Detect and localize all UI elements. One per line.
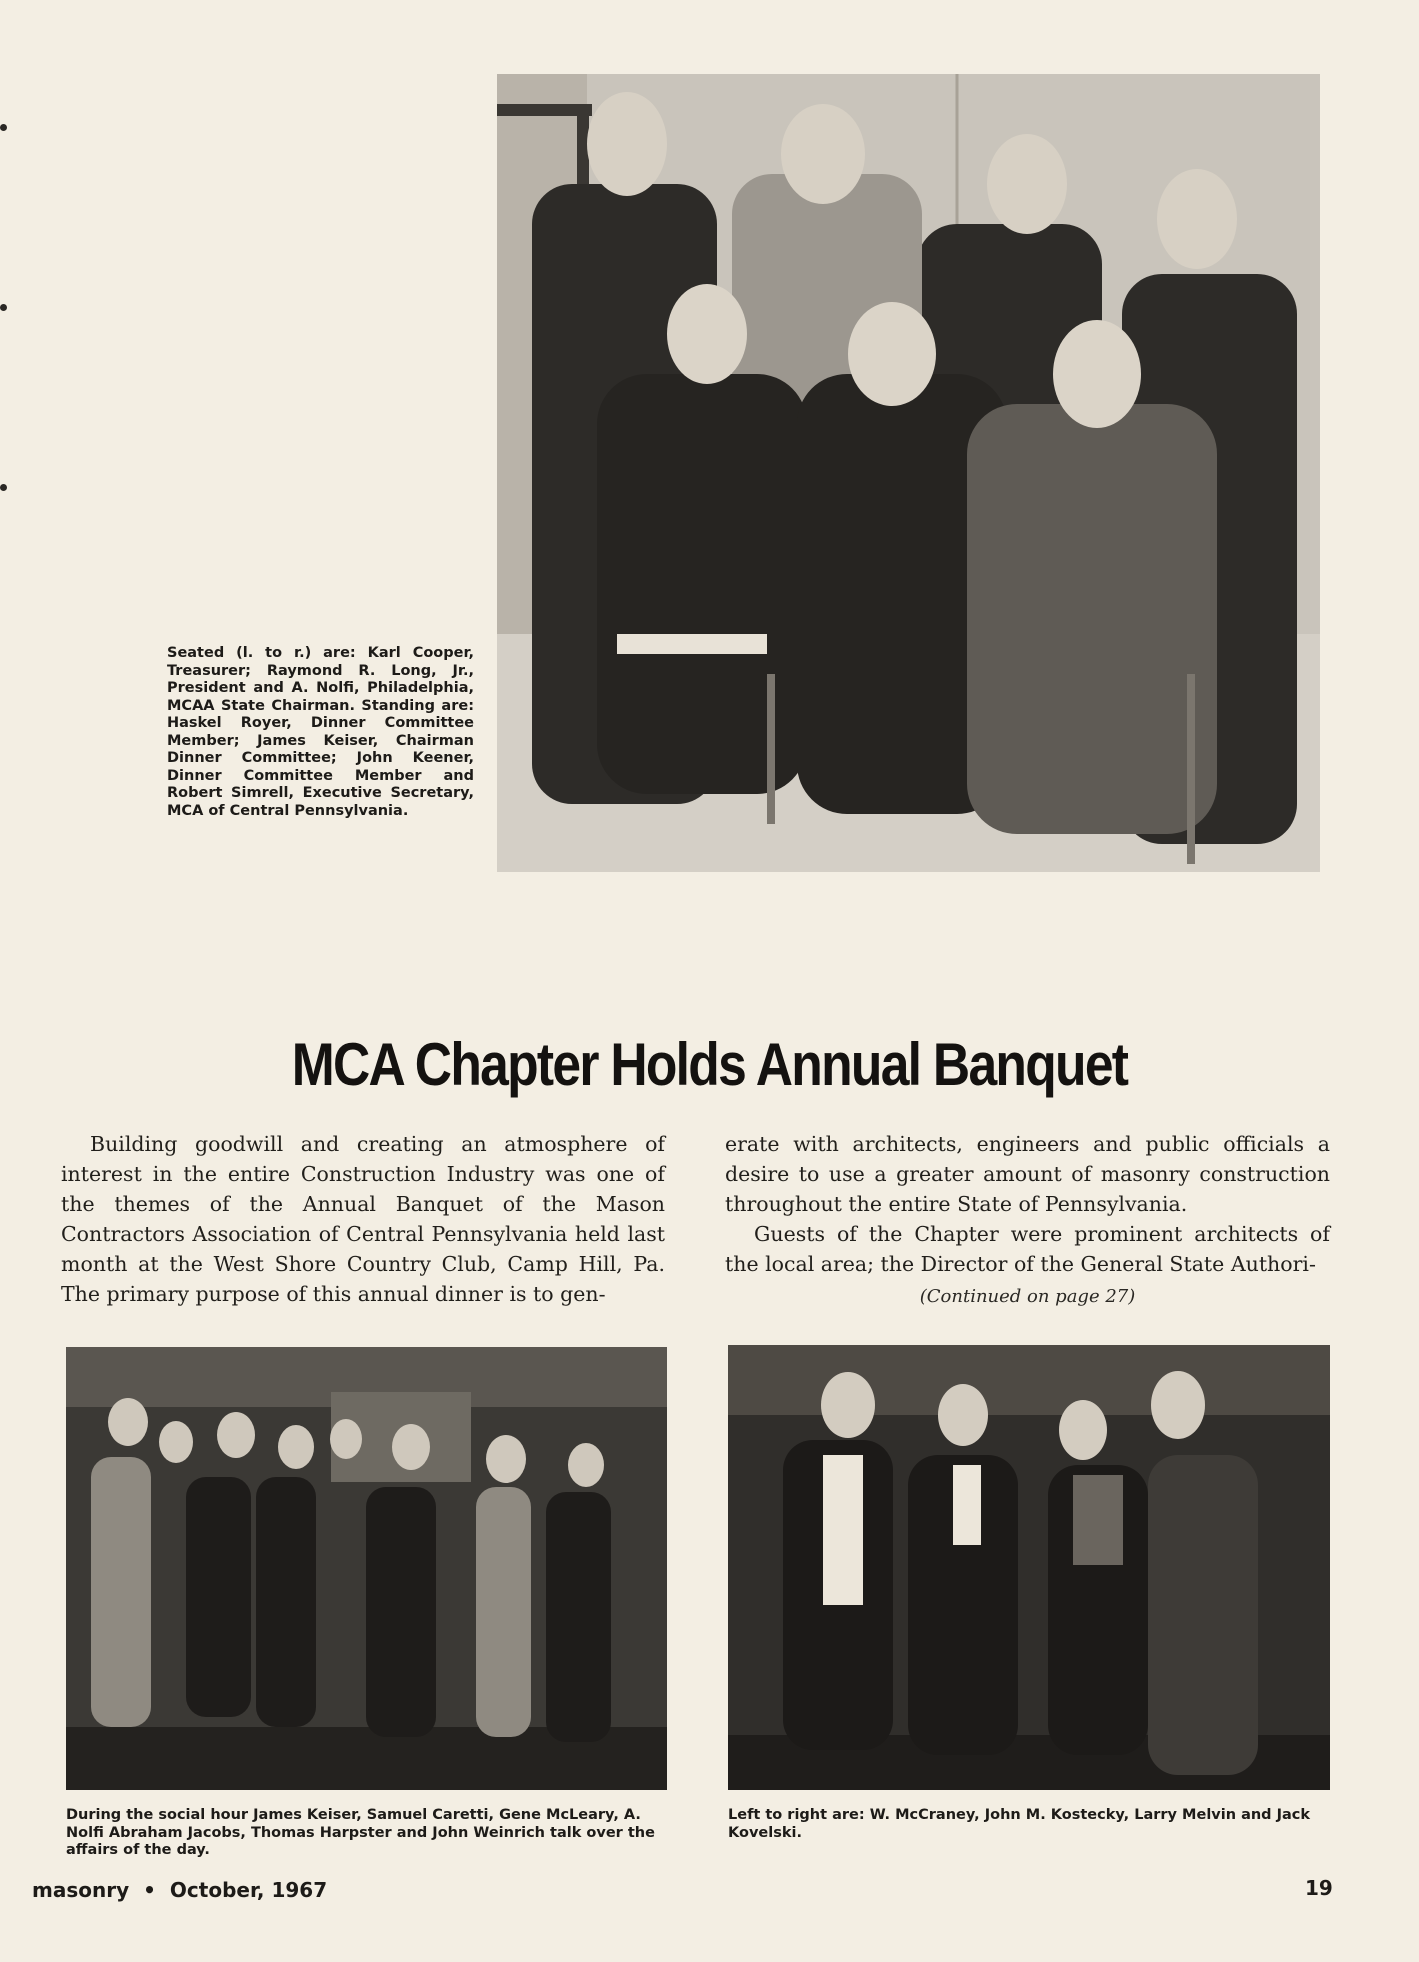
article-paragraph: Guests of the Chapter were prominent architects of the local area; the Director of the General State Authori- bbox=[725, 1222, 1330, 1276]
continued-note: (Continued on page 27) bbox=[919, 1286, 1136, 1307]
article-paragraph: Building goodwill and creating an atmosphere of interest in the entire Construction Industry was one of the themes of the Annual Banquet of the Mason Contractors Association of Central Pennsylvania held last month at the West Shore Country Club, Camp Hill, Pa. The primary purpose of this annual dinner is to gen- bbox=[61, 1132, 665, 1306]
footer-publication-line bbox=[32, 1878, 327, 1902]
article-headline: MCA Chapter Holds Annual Banquet bbox=[291, 1031, 1128, 1099]
group-portrait-photo bbox=[497, 74, 1320, 872]
group-of-four-caption: Left to right are: W. McCraney, John M. Kostecky, Larry Melvin and Jack Kovelski. bbox=[728, 1807, 1311, 1841]
scan-mark bbox=[0, 124, 7, 131]
article-column-left bbox=[61, 1129, 665, 1309]
article-column-right bbox=[725, 1129, 1330, 1279]
issue-date: October, 1967 bbox=[169, 1878, 328, 1902]
footer-bullet: • bbox=[143, 1878, 156, 1902]
article-paragraph: erate with architects, engineers and public officials a desire to use a greater amount of masonry construction throughout the entire State of Pennsylvania. bbox=[725, 1132, 1330, 1216]
publication-name: masonry bbox=[32, 1878, 130, 1902]
page-number: 19 bbox=[1305, 1876, 1333, 1900]
scan-mark bbox=[0, 304, 7, 311]
top-photo-caption: Seated (l. to r.) are: Karl Cooper, Treasurer; Raymond R. Long, Jr., President and A. Nolfi, Philadelphia, MCAA State Chairman. Standing are: Haskel Royer, Dinner Committee Member; James Keiser, Chairman Dinner Committee; John Keener, Dinner Committee Member and Robert Simrell, Executive Secretary, MCA of Central Pennsylvania. bbox=[167, 645, 474, 819]
social-hour-caption: During the social hour James Keiser, Samuel Caretti, Gene McLeary, A. Nolfi Abraham Jacobs, Thomas Harpster and John Weinrich talk over the affairs of the day. bbox=[66, 1807, 655, 1858]
social-hour-photo bbox=[66, 1347, 667, 1790]
group-of-four-photo bbox=[728, 1345, 1330, 1790]
scan-mark bbox=[0, 484, 7, 491]
